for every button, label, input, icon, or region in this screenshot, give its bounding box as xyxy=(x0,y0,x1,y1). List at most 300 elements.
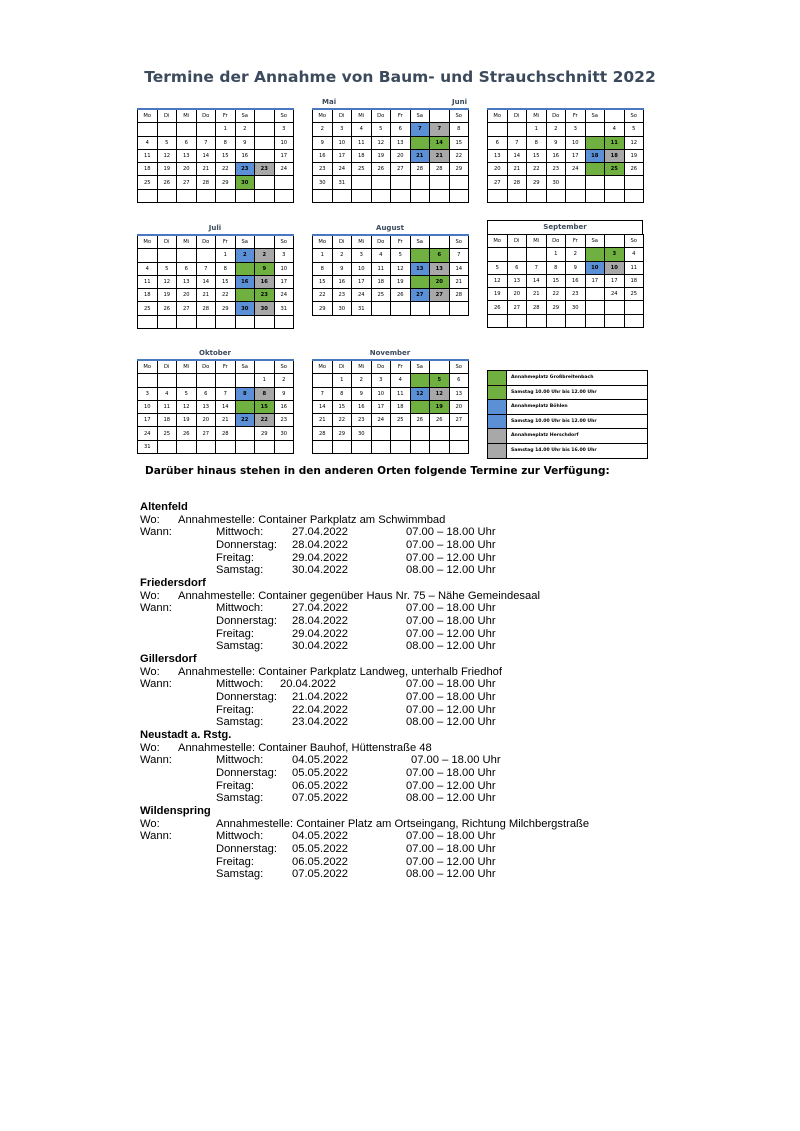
month-header xyxy=(137,96,293,108)
date: 07.05.2022 xyxy=(292,792,348,805)
day-cell: 20 xyxy=(430,275,450,288)
day-cell: 11 xyxy=(138,149,158,162)
day-cell xyxy=(313,374,333,387)
day-cell xyxy=(352,189,372,202)
week-row xyxy=(488,301,644,314)
weekday: Mittwoch: xyxy=(216,526,264,539)
day-cell: 5 xyxy=(624,123,644,136)
date: 21.04.2022 xyxy=(292,691,348,704)
month-table xyxy=(312,234,469,316)
weekday-cell: Di xyxy=(157,109,177,123)
day-cell: 4 xyxy=(352,123,372,136)
legend-swatch xyxy=(488,400,507,414)
day-cell xyxy=(274,315,294,328)
legend-text: Samstag 10.00 Uhr bis 12.00 Uhr xyxy=(511,389,597,395)
day-cell: 6 xyxy=(391,123,411,136)
weekday-cell: Fr xyxy=(216,235,236,249)
weekday-cell: So xyxy=(274,360,294,374)
weekday-header-row xyxy=(313,360,469,374)
weekday: Donnerstag: xyxy=(216,843,277,856)
weekday-cell: Fr xyxy=(216,109,236,123)
town-block xyxy=(140,577,700,653)
day-cell: 31 xyxy=(332,176,352,189)
weekday-cell xyxy=(430,360,450,374)
weekday-cell: Mo xyxy=(488,235,508,248)
town-name: Neustadt a. Rstg. xyxy=(140,729,232,741)
weekday-cell: Di xyxy=(157,360,177,374)
day-cell: 13 xyxy=(507,274,527,287)
day-cell: 26 xyxy=(391,289,411,302)
day-cell: 19 xyxy=(177,414,197,427)
weekday-cell: Do xyxy=(196,360,216,374)
date-row xyxy=(140,780,700,793)
day-cell xyxy=(157,315,177,328)
day-cell: 9 xyxy=(546,136,566,149)
date-row xyxy=(140,640,700,653)
weekday-cell: Sa xyxy=(235,360,255,374)
day-cell xyxy=(371,302,391,315)
weekday-header-row xyxy=(488,235,644,248)
day-cell xyxy=(274,176,294,189)
day-cell: 26 xyxy=(624,163,644,176)
day-cell xyxy=(157,249,177,262)
day-cell xyxy=(430,302,450,315)
week-row xyxy=(138,400,294,413)
day-cell xyxy=(138,249,158,262)
day-cell: 6 xyxy=(449,374,469,387)
day-cell: 2 xyxy=(274,374,294,387)
day-cell: 24 xyxy=(352,289,372,302)
day-cell: 5 xyxy=(391,249,411,262)
day-cell: 15 xyxy=(527,149,547,162)
week-row xyxy=(138,440,294,453)
date: 29.04.2022 xyxy=(292,627,348,640)
date: 28.04.2022 xyxy=(292,539,348,552)
day-cell: 14 xyxy=(507,149,527,162)
day-cell xyxy=(177,374,197,387)
wo-location: Annahmestelle: Container Parkplatz Landweg, unterhalb Friedhof xyxy=(178,665,503,678)
weekday-cell: Mo xyxy=(488,109,508,123)
month-calendar-jun xyxy=(487,96,643,203)
day-cell xyxy=(566,176,586,189)
day-cell: 13 xyxy=(410,262,430,275)
day-cell: 21 xyxy=(313,414,333,427)
intro-text: Darüber hinaus stehen in den anderen Orten folgende Termine zur Verfügung: xyxy=(145,465,610,477)
day-cell: 10 xyxy=(274,262,294,275)
day-cell xyxy=(488,314,508,327)
day-cell xyxy=(410,400,430,413)
week-row xyxy=(488,189,644,202)
day-cell: 29 xyxy=(332,427,352,440)
day-cell xyxy=(371,440,391,453)
time-range: 07.00 – 12.00 Uhr xyxy=(406,855,496,868)
day-cell: 7 xyxy=(507,136,527,149)
date-row xyxy=(140,767,700,780)
day-cell: 4 xyxy=(157,387,177,400)
weekday-header-row xyxy=(138,109,294,123)
day-cell xyxy=(157,440,177,453)
day-cell xyxy=(449,302,469,315)
wo-label: Wo: xyxy=(140,817,160,830)
day-cell xyxy=(410,427,430,440)
day-cell: 17 xyxy=(566,149,586,162)
day-cell xyxy=(585,301,605,314)
day-cell: 20 xyxy=(391,149,411,162)
day-cell: 7 xyxy=(430,123,450,136)
day-cell: 20 xyxy=(488,163,508,176)
day-cell xyxy=(507,189,527,202)
day-cell xyxy=(410,176,430,189)
day-cell: 7 xyxy=(196,136,216,149)
day-cell: 13 xyxy=(196,400,216,413)
date: 06.05.2022 xyxy=(292,779,348,792)
day-cell: 2 xyxy=(332,249,352,262)
day-cell: 30 xyxy=(274,427,294,440)
town-name: Gillersdorf xyxy=(140,653,197,665)
weekday-header-row xyxy=(313,109,469,123)
day-cell: 28 xyxy=(313,427,333,440)
weekday-cell: Sa xyxy=(585,109,605,123)
day-cell xyxy=(585,176,605,189)
weekday-cell: Mi xyxy=(527,109,547,123)
week-row xyxy=(138,262,294,275)
weekday-cell: Do xyxy=(546,235,566,248)
month-calendar-may xyxy=(312,96,468,203)
day-cell xyxy=(352,176,372,189)
weekday: Freitag: xyxy=(216,627,254,640)
week-row xyxy=(313,374,469,387)
day-cell: 10 xyxy=(585,261,605,274)
day-cell: 12 xyxy=(391,262,411,275)
time-range: 08.00 – 12.00 Uhr xyxy=(406,792,496,805)
day-cell xyxy=(624,314,644,327)
weekday-cell: Do xyxy=(196,109,216,123)
day-cell: 3 xyxy=(138,387,158,400)
day-cell: 22 xyxy=(313,289,333,302)
day-cell xyxy=(216,374,236,387)
weekday-cell: Sa xyxy=(585,235,605,248)
day-cell xyxy=(624,176,644,189)
day-cell: 3 xyxy=(332,123,352,136)
legend-text: Annahmeplatz Großbreitenbach xyxy=(511,375,594,380)
week-row xyxy=(138,189,294,202)
weekday-cell xyxy=(255,109,275,123)
day-cell: 12 xyxy=(410,387,430,400)
day-cell xyxy=(585,189,605,202)
legend-swatch xyxy=(488,415,507,429)
time-range: 07.00 – 18.00 Uhr xyxy=(406,767,496,780)
day-cell: 31 xyxy=(138,440,158,453)
week-row xyxy=(488,274,644,287)
date: 23.04.2022 xyxy=(292,716,348,729)
day-cell: 28 xyxy=(527,301,547,314)
day-cell: 22 xyxy=(332,414,352,427)
weekday: Freitag: xyxy=(216,551,254,564)
day-cell xyxy=(138,189,158,202)
legend-row xyxy=(488,386,647,401)
day-cell: 17 xyxy=(274,149,294,162)
day-cell: 9 xyxy=(235,136,255,149)
month-calendar-nov xyxy=(312,347,468,454)
day-cell: 12 xyxy=(430,387,450,400)
month-table xyxy=(487,234,644,328)
weekday: Samstag: xyxy=(216,564,264,577)
day-cell: 13 xyxy=(488,149,508,162)
legend xyxy=(487,370,648,459)
day-cell: 26 xyxy=(177,427,197,440)
time-range: 07.00 – 18.00 Uhr xyxy=(406,691,496,704)
legend-swatch xyxy=(488,444,507,458)
day-cell: 5 xyxy=(488,261,508,274)
month-header xyxy=(487,96,643,108)
date-row xyxy=(140,602,700,615)
day-cell: 12 xyxy=(177,400,197,413)
day-cell: 1 xyxy=(216,123,236,136)
day-cell: 6 xyxy=(430,249,450,262)
day-cell: 30 xyxy=(235,176,255,189)
week-row xyxy=(313,149,469,162)
day-cell: 25 xyxy=(352,163,372,176)
weekday: Freitag: xyxy=(216,703,254,716)
weekday-cell xyxy=(605,235,625,248)
day-cell xyxy=(352,440,372,453)
day-cell: 21 xyxy=(449,275,469,288)
week-row xyxy=(138,163,294,176)
day-cell: 20 xyxy=(507,288,527,301)
week-row xyxy=(488,149,644,162)
day-cell xyxy=(449,440,469,453)
date: 20.04.2022 xyxy=(280,678,336,691)
weekday-cell: Di xyxy=(332,235,352,249)
month-table xyxy=(312,359,469,454)
day-cell: 1 xyxy=(527,123,547,136)
day-cell: 16 xyxy=(255,275,275,288)
day-cell: 30 xyxy=(313,176,333,189)
day-cell xyxy=(624,189,644,202)
week-row xyxy=(138,427,294,440)
weekday-cell: Mo xyxy=(313,360,333,374)
day-cell: 17 xyxy=(274,275,294,288)
month-name-right: Juni xyxy=(452,98,467,106)
date-row xyxy=(140,716,700,729)
time-range: 08.00 – 12.00 Uhr xyxy=(406,564,496,577)
date: 28.04.2022 xyxy=(292,615,348,628)
week-row xyxy=(138,414,294,427)
weekday: Mittwoch: xyxy=(216,830,264,843)
day-cell xyxy=(488,123,508,136)
legend-swatch xyxy=(488,386,507,400)
day-cell: 6 xyxy=(488,136,508,149)
day-cell xyxy=(585,123,605,136)
day-cell: 16 xyxy=(352,400,372,413)
day-cell: 15 xyxy=(255,400,275,413)
weekday-cell: Do xyxy=(371,235,391,249)
day-cell: 4 xyxy=(391,374,411,387)
month-table xyxy=(137,108,294,203)
date-row xyxy=(140,868,700,881)
day-cell: 4 xyxy=(138,136,158,149)
day-cell xyxy=(235,289,255,302)
time-range: 07.00 – 18.00 Uhr xyxy=(406,526,496,539)
day-cell: 7 xyxy=(196,262,216,275)
day-cell: 21 xyxy=(430,149,450,162)
weekday-cell: Mo xyxy=(138,235,158,249)
day-cell xyxy=(235,440,255,453)
day-cell: 27 xyxy=(507,301,527,314)
day-cell: 18 xyxy=(371,275,391,288)
weekday-cell: So xyxy=(449,109,469,123)
time-range: 07.00 – 12.00 Uhr xyxy=(406,703,496,716)
week-row xyxy=(138,275,294,288)
day-cell xyxy=(391,302,411,315)
day-cell xyxy=(410,302,430,315)
weekday-cell: So xyxy=(624,235,644,248)
date: 30.04.2022 xyxy=(292,640,348,653)
month-name: November xyxy=(369,349,411,357)
date-row xyxy=(140,754,700,767)
date: 27.04.2022 xyxy=(292,526,348,539)
day-cell: 16 xyxy=(332,275,352,288)
weekday-cell: Di xyxy=(157,235,177,249)
day-cell: 8 xyxy=(546,261,566,274)
weekday-cell: Di xyxy=(507,235,527,248)
weekday-cell xyxy=(430,109,450,123)
week-row xyxy=(313,123,469,136)
day-cell: 27 xyxy=(488,176,508,189)
day-cell: 21 xyxy=(507,163,527,176)
day-cell xyxy=(332,440,352,453)
day-cell: 28 xyxy=(410,163,430,176)
day-cell: 18 xyxy=(605,149,625,162)
day-cell: 24 xyxy=(566,163,586,176)
legend-text: Samstag 14.00 Uhr bis 16.00 Uhr xyxy=(511,447,597,453)
wann-label: Wann: xyxy=(140,830,172,843)
day-cell: 8 xyxy=(313,262,333,275)
wo-location: Annahmestelle: Container Bauhof, Hüttenstraße 48 xyxy=(178,741,432,754)
day-cell xyxy=(605,314,625,327)
weekday-cell: Sa xyxy=(410,235,430,249)
day-cell xyxy=(235,262,255,275)
day-cell: 30 xyxy=(352,427,372,440)
day-cell: 4 xyxy=(371,249,391,262)
day-cell: 18 xyxy=(391,400,411,413)
legend-row xyxy=(488,400,647,415)
day-cell xyxy=(235,400,255,413)
month-calendar-aug xyxy=(312,222,468,316)
day-cell xyxy=(157,374,177,387)
date: 27.04.2022 xyxy=(292,602,348,615)
day-cell: 29 xyxy=(313,302,333,315)
day-cell: 9 xyxy=(352,387,372,400)
day-cell xyxy=(605,189,625,202)
date: 07.05.2022 xyxy=(292,868,348,881)
day-cell: 27 xyxy=(177,302,197,315)
week-row xyxy=(313,275,469,288)
day-cell: 18 xyxy=(585,149,605,162)
day-cell: 1 xyxy=(255,374,275,387)
month-calendar-apr xyxy=(137,96,293,203)
day-cell xyxy=(430,189,450,202)
day-cell: 23 xyxy=(546,163,566,176)
date: 05.05.2022 xyxy=(292,767,348,780)
day-cell xyxy=(274,189,294,202)
weekday-cell: Fr xyxy=(566,109,586,123)
day-cell: 25 xyxy=(138,176,158,189)
weekday-cell: So xyxy=(449,360,469,374)
day-cell: 22 xyxy=(546,288,566,301)
month-table xyxy=(487,108,644,203)
day-cell xyxy=(255,176,275,189)
day-cell: 17 xyxy=(585,274,605,287)
weekday-cell: Mi xyxy=(352,360,372,374)
day-cell: 23 xyxy=(566,288,586,301)
time-range: 08.00 – 12.00 Uhr xyxy=(406,868,496,881)
time-range: 07.00 – 12.00 Uhr xyxy=(406,627,496,640)
day-cell: 12 xyxy=(371,136,391,149)
weekday: Samstag: xyxy=(216,640,264,653)
day-cell: 21 xyxy=(410,149,430,162)
day-cell xyxy=(430,440,450,453)
day-cell: 4 xyxy=(138,262,158,275)
weekday-cell: Fr xyxy=(391,109,411,123)
day-cell xyxy=(391,176,411,189)
day-cell: 15 xyxy=(546,274,566,287)
day-cell xyxy=(235,427,255,440)
day-cell: 25 xyxy=(624,288,644,301)
day-cell xyxy=(235,315,255,328)
week-row xyxy=(313,387,469,400)
day-cell: 28 xyxy=(449,289,469,302)
day-cell: 3 xyxy=(274,123,294,136)
day-cell: 12 xyxy=(157,149,177,162)
time-range: 08.00 – 12.00 Uhr xyxy=(406,640,496,653)
day-cell xyxy=(410,249,430,262)
day-cell: 10 xyxy=(566,136,586,149)
weekday-cell: Sa xyxy=(235,109,255,123)
time-range: 07.00 – 18.00 Uhr xyxy=(406,615,496,628)
day-cell: 29 xyxy=(255,427,275,440)
day-cell: 27 xyxy=(430,289,450,302)
day-cell: 31 xyxy=(274,302,294,315)
month-header xyxy=(487,220,643,234)
day-cell: 22 xyxy=(527,163,547,176)
month-header xyxy=(312,222,468,234)
wann-label: Wann: xyxy=(140,678,172,691)
day-cell: 14 xyxy=(430,136,450,149)
wo-row xyxy=(140,666,700,679)
day-cell xyxy=(138,374,158,387)
weekday-header-row xyxy=(313,235,469,249)
month-name: September xyxy=(543,223,587,231)
day-cell xyxy=(391,427,411,440)
day-cell: 30 xyxy=(255,302,275,315)
day-cell xyxy=(235,189,255,202)
day-cell: 11 xyxy=(352,136,372,149)
date-row xyxy=(140,564,700,577)
day-cell: 3 xyxy=(566,123,586,136)
legend-text: Samstag 10.00 Uhr bis 12.00 Uhr xyxy=(511,418,597,424)
day-cell xyxy=(585,314,605,327)
day-cell xyxy=(449,176,469,189)
day-cell: 17 xyxy=(605,274,625,287)
day-cell xyxy=(391,440,411,453)
day-cell: 24 xyxy=(274,289,294,302)
day-cell: 5 xyxy=(177,387,197,400)
date-row xyxy=(140,552,700,565)
day-cell: 28 xyxy=(196,176,216,189)
month-header xyxy=(137,222,293,234)
day-cell: 28 xyxy=(430,163,450,176)
